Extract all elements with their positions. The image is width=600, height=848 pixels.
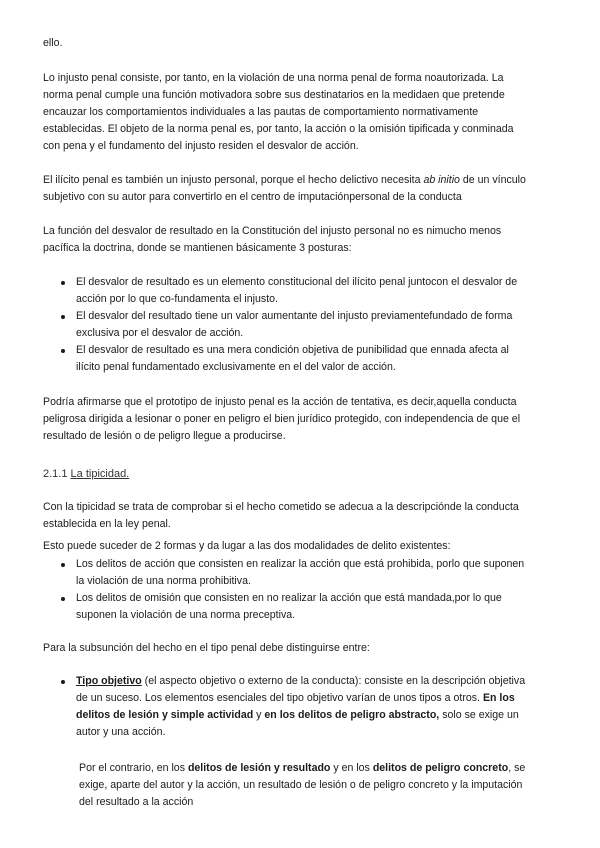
text-run: de un vínculo subjetivo con su autor para convertirlo en el centro de imputaciónpersonal de la conducta — [43, 174, 526, 203]
section-number: 2.1.1 — [43, 468, 68, 480]
list-item: El desvalor del resultado tiene un valor aumentante del injusto previamentefundado de forma exclusiva por el desvalor de acción. — [43, 308, 533, 342]
postures-list — [43, 274, 533, 376]
list-item-tipo-objetivo — [43, 673, 533, 741]
paragraph-ello: ello. — [43, 37, 63, 49]
text-run: (el aspecto objetivo o externo de la conducta): consiste en la descripción objetiva de un suceso. Los elementos esenciales del tipo objetivo varían de unos tipos a otros. — [76, 675, 526, 704]
section-heading — [43, 466, 129, 483]
list-item: Los delitos de omisión que consisten en no realizar la acción que está mandada,por lo que suponen la violación de una norma preceptiva. — [43, 590, 533, 624]
text-run: , se exige, aparte del autor y la acción, un resultado de lesión o de peligro concreto y la imputación del resultado a la acción — [79, 762, 526, 808]
bold-run: delitos de lesión y resultado — [187, 762, 331, 774]
tipo-objetivo-label: Tipo objetivo — [76, 675, 142, 687]
bold-run: en los delitos de peligro abstracto, — [264, 709, 440, 721]
text-run: solo se exige un autor y una acción. — [76, 709, 519, 738]
text-run: y — [253, 709, 265, 721]
paragraph-formas: Esto puede suceder de 2 formas y da lugar a las dos modalidades de delito existentes: — [43, 540, 451, 552]
bold-run: delitos de peligro concreto — [372, 762, 509, 774]
paragraph-tentativa: Podría afirmarse que el prototipo de injusto penal es la acción de tentativa, es decir,aquella conducta peligrosa dirigida a lesionar o poner en peligro el bien jurídico protegido, con independencia de que el resultado de lesión o de peligro llegue a producirse. — [43, 396, 521, 442]
paragraph-injusto-penal: Lo injusto penal consiste, por tanto, en la violación de una norma penal de forma noautorizada. La norma penal cumple una función motivadora sobre sus destinatarios en la medidaen que pretende encauzar los comportamientos individuales a las pautas de comportamiento normativamente establecidas. El objeto de la norma penal es, por tanto, la acción o la omisión tipificada y conminada con pena y el fundamento del injusto residen el desvalor de acción. — [43, 72, 514, 152]
emphasis-ab-initio: ab initio — [423, 174, 460, 186]
list-item: Los delitos de acción que consisten en realizar la acción que está prohibida, porlo que suponen la violación de una norma prohibitiva. — [43, 556, 533, 590]
paragraph-por-el-contrario — [79, 760, 534, 811]
bold-run: En los delitos de lesión y simple actividad — [76, 692, 515, 721]
list-item: El desvalor de resultado es una mera condición objetiva de punibilidad que ennada afecta al ilícito penal fundamentado exclusivamente en el del valor de acción. — [43, 342, 533, 376]
paragraph-subsuncion: Para la subsunción del hecho en el tipo penal debe distinguirse entre: — [43, 642, 370, 654]
text-run: y en los — [330, 762, 373, 774]
delitos-list — [43, 556, 533, 624]
tipo-list — [43, 673, 533, 741]
text-run: El ilícito penal es también un injusto personal, porque el hecho delictivo necesita — [43, 174, 424, 186]
list-item: El desvalor de resultado es un elemento constitucional del ilícito penal juntocon el desvalor de acción por lo que co-fundamenta el injusto. — [43, 274, 533, 308]
paragraph-ilicito-personal — [43, 172, 528, 206]
paragraph-tipicidad: Con la tipicidad se trata de comprobar si el hecho cometido se adecua a la descripciónde la conducta establecida en la ley penal. — [43, 501, 519, 530]
section-title: La tipicidad. — [70, 468, 130, 480]
paragraph-desvalor-resultado: La función del desvalor de resultado en la Constitución del injusto personal no es nimucho menos pacífica la doctrina, donde se mantienen básicamente 3 posturas: — [43, 225, 502, 254]
text-run: Por el contrario, en los — [79, 762, 188, 774]
